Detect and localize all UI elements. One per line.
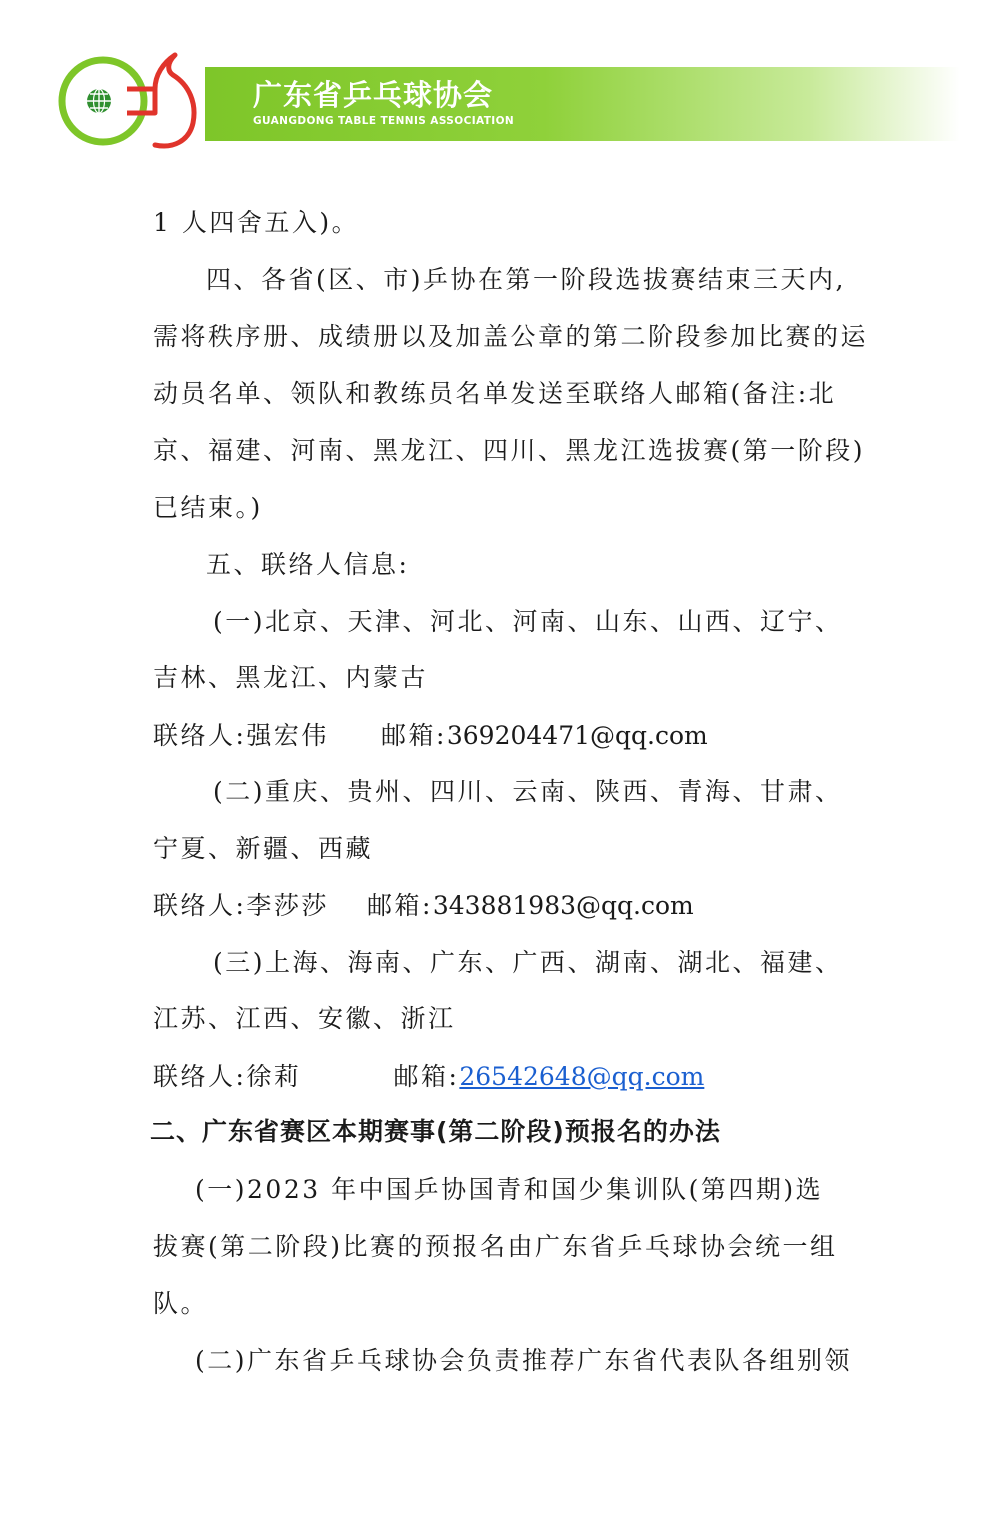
text-line: 需将秩序册、成绩册以及加盖公章的第二阶段参加比赛的运: [153, 322, 869, 351]
text-line: 京、福建、河南、黑龙江、四川、黑龙江选拔赛(第一阶段): [153, 436, 866, 465]
text-line: 1 人四舍五入)。: [153, 208, 360, 237]
text-line: 四、各省(区、市)乒协在第一阶段选拔赛结束三天内,: [206, 265, 846, 294]
text-line: 队。: [153, 1289, 209, 1318]
page-header: [55, 45, 960, 155]
region-group-2: (二)重庆、贵州、四川、云南、陕西、青海、甘肃、: [213, 777, 843, 806]
text-line: (一)2023 年中国乒协国青和国少集训队(第四期)选: [195, 1175, 824, 1204]
contact-email: 343881983@qq.com: [432, 891, 694, 920]
association-logo-icon: [55, 45, 215, 155]
contact-name: 联络人:强宏伟: [153, 721, 329, 750]
text-line: (二)广东省乒乓球协会负责推荐广东省代表队各组别领: [195, 1346, 853, 1375]
email-link[interactable]: 26542648@qq.com: [459, 1062, 705, 1091]
email-label: 邮箱:: [393, 1062, 460, 1091]
text-line: 已结束。): [153, 493, 263, 522]
region-group-1: (一)北京、天津、河北、河南、山东、山西、辽宁、: [213, 607, 843, 636]
contact-row-1: [153, 720, 708, 752]
header-banner: [205, 67, 960, 141]
region-group-1-cont: 吉林、黑龙江、内蒙古: [153, 663, 429, 692]
region-group-3: (三)上海、海南、广东、广西、湖南、湖北、福建、: [213, 948, 843, 977]
contact-name: 联络人:徐莉: [153, 1062, 302, 1091]
section-label: 五、联络人信息:: [206, 550, 410, 579]
contact-row-2: [153, 890, 694, 922]
contact-row-3: [153, 1061, 704, 1093]
contact-email: 369204471@qq.com: [446, 721, 708, 750]
contact-name: 联络人:李莎莎: [153, 891, 329, 920]
org-name-en: GUANGDONG TABLE TENNIS ASSOCIATION: [253, 115, 515, 127]
region-group-2-cont: 宁夏、新疆、西藏: [153, 834, 374, 863]
email-label: 邮箱:: [366, 891, 433, 920]
text-line: 拔赛(第二阶段)比赛的预报名由广东省乒乓球协会统一组: [153, 1232, 838, 1261]
region-group-3-cont: 江苏、江西、安徽、浙江: [153, 1004, 456, 1033]
section-heading: 二、广东省赛区本期赛事(第二阶段)预报名的办法: [150, 1117, 721, 1146]
org-name-cn: 广东省乒乓球协会: [253, 78, 494, 112]
email-label: 邮箱:: [380, 721, 447, 750]
text-line: 动员名单、领队和教练员名单发送至联络人邮箱(备注:北: [153, 379, 837, 408]
